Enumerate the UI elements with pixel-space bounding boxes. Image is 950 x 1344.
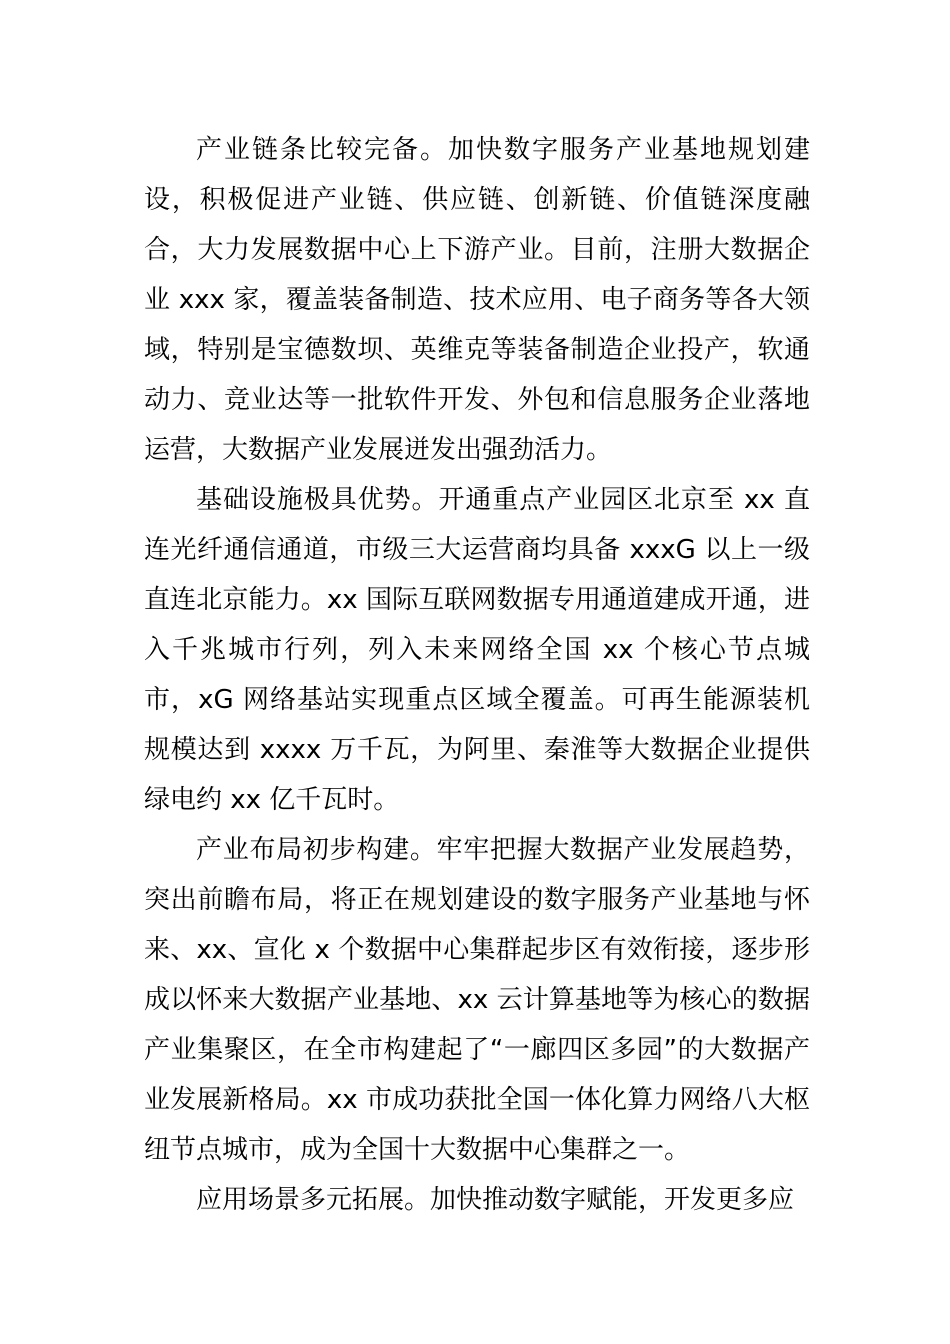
paragraph-industry-chain: 产业链条比较完备。加快数字服务产业基地规划建设，积极促进产业链、供应链、创新链、价值链深度融合，大力发展数据中心上下游产业。目前，注册大数据企业 xxx 家，覆盖装备制造、技术应用、电子商务等各大领域，特别是宝德数坝、英维克等装备制造企业投产，软通动力、竞业达等一批软件开发、外包和信息服务企业落地运营，大数据产业发展迸发出强劲活力。 xyxy=(144,135,810,465)
paragraph-application-scenarios: 应用场景多元拓展。加快推动数字赋能，开发更多应 xyxy=(196,1185,795,1215)
paragraph-industry-layout: 产业布局初步构建。牢牢把握大数据产业发展趋势，突出前瞻布局，将正在规划建设的数字服务产业基地与怀来、xx、宣化 x 个数据中心集群起步区有效衔接，逐步形成以怀来大数据产业基地、xx 云计算基地等为核心的数据产业集聚区，在全市构建起了“一廊四区多园”的大数据产业发展新格局。xx 市成功获批全国一体化算力网络八大枢纽节点城市，成为全国十大数据中心集群之一。 xyxy=(144,835,810,1165)
document-body xyxy=(144,125,810,1225)
paragraph-infrastructure: 基础设施极具优势。开通重点产业园区北京至 xx 直连光纤通信通道，市级三大运营商均具备 xxxG 以上一级直连北京能力。xx 国际互联网数据专用通道建成开通，进入千兆城市行列，列入未来网络全国 xx 个核心节点城市，xG 网络基站实现重点区域全覆盖。可再生能源装机规模达到 xxxx 万千瓦，为阿里、秦淮等大数据企业提供绿电约 xx 亿千瓦时。 xyxy=(144,485,810,815)
